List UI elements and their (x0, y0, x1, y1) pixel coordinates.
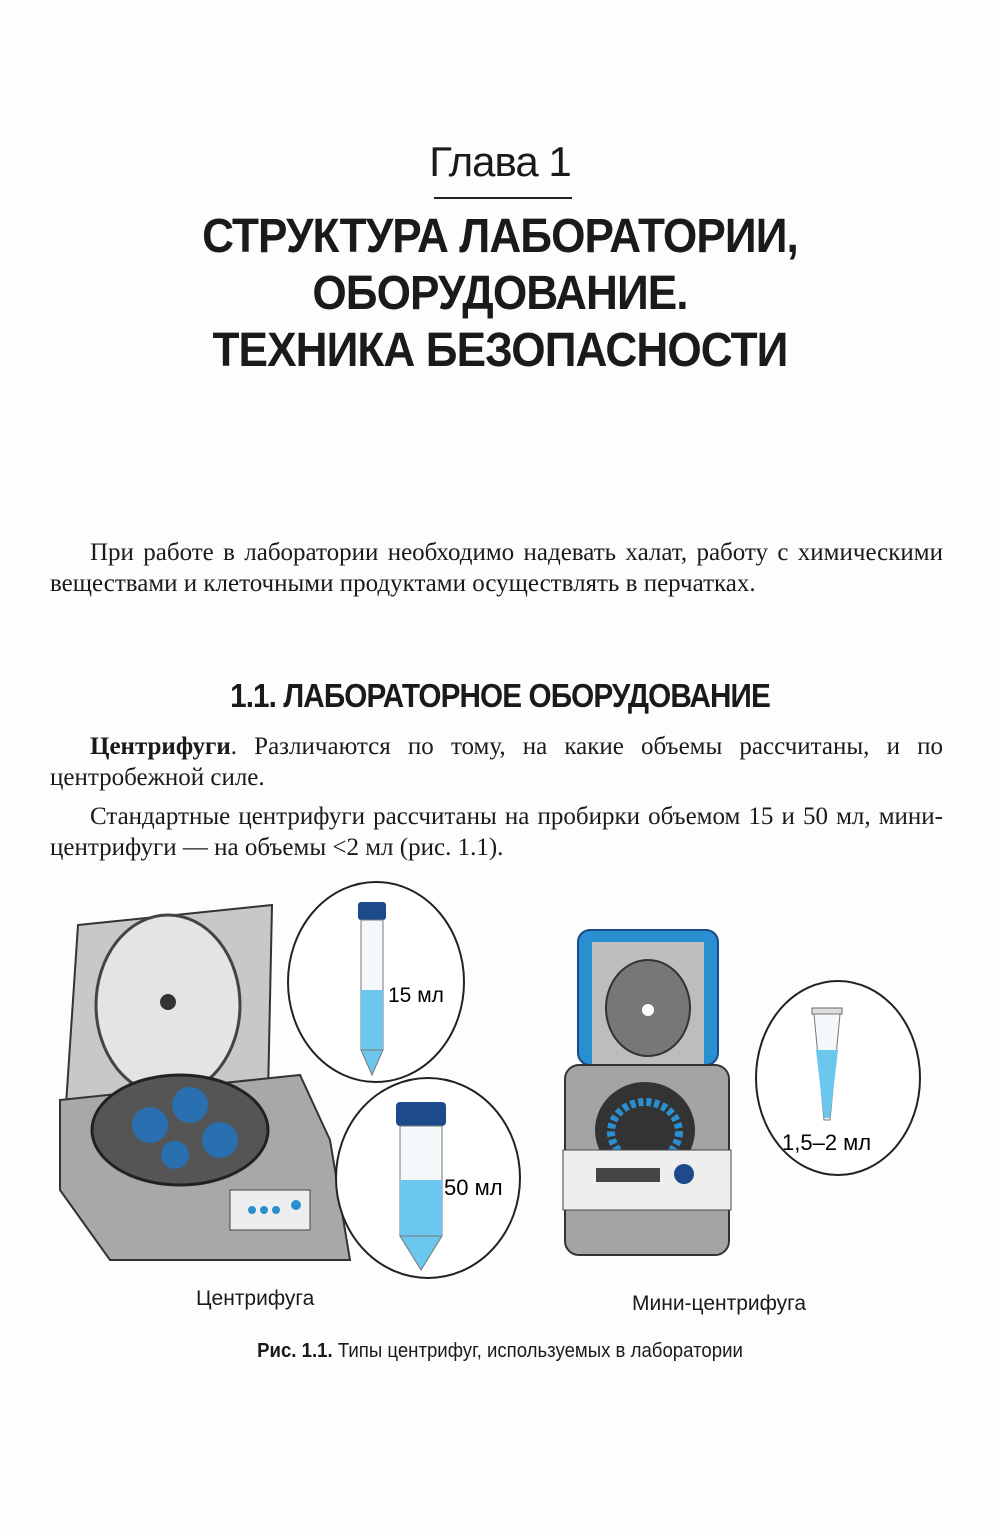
title-line: СТРУКТУРА ЛАБОРАТОРИИ, (202, 210, 798, 263)
paragraph-text: . Различаются по тому, на какие объемы рассчитаны, и по центробежной силе. (50, 733, 943, 791)
figure-centrifuges (0, 880, 1000, 1280)
chapter-label: Глава 1 (429, 138, 571, 185)
term-centrifuges: Центрифуги (90, 733, 231, 760)
tube-15ml-label: 15 мл (388, 984, 444, 1007)
title-line: ОБОРУДОВАНИЕ. (312, 267, 688, 320)
tube-micro-zoom (756, 981, 920, 1175)
tube-50ml-zoom (336, 1078, 520, 1278)
caption-number: Рис. 1.1. (257, 1340, 333, 1362)
tube-15ml-zoom (288, 882, 464, 1082)
paragraph-standard (50, 801, 943, 863)
centrifuge-label: Центрифуга (196, 1287, 315, 1310)
figure-caption (35, 1340, 965, 1363)
section-heading: 1.1. ЛАБОРАТОРНОЕ ОБОРУДОВАНИЕ (230, 677, 770, 714)
mini-centrifuge-illustration (563, 930, 731, 1255)
title-line: ТЕХНИКА БЕЗОПАСНОСТИ (212, 324, 788, 377)
intro-text: При работе в лаборатории необходимо надевать халат, работу с химическими веществами и клеточными продуктами осуществлять в перчатках. (50, 539, 943, 597)
tube-50ml-label: 50 мл (444, 1175, 503, 1200)
chapter-title (40, 208, 960, 379)
caption-text: Типы центрифуг, используемых в лаборатории (332, 1340, 743, 1362)
mini-centrifuge-label: Мини-центрифуга (632, 1292, 807, 1315)
chapter-underline (434, 197, 572, 199)
paragraph-text: Стандартные центрифуги рассчитаны на пробирки объемом 15 и 50 мл, мини-центрифуги — на объемы <2 мл (рис. 1.1). (50, 803, 943, 861)
tube-micro-label: 1,5–2 мл (782, 1130, 872, 1155)
intro-paragraph (50, 537, 943, 599)
paragraph-centrifuges (50, 731, 943, 793)
